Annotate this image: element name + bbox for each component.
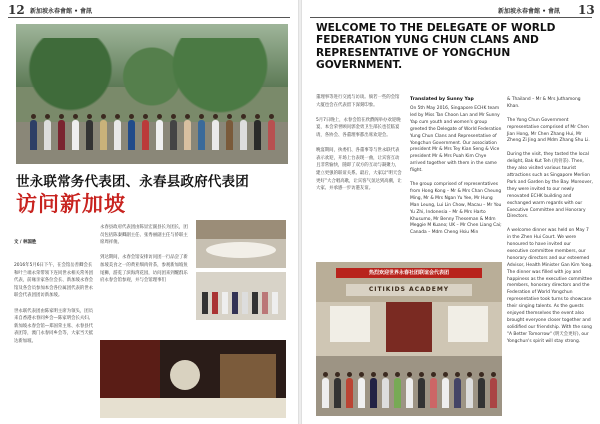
left-page: [0, 0, 298, 424]
byline: 文 / 林国胜: [14, 240, 37, 246]
page-number: 13: [578, 3, 595, 17]
banquet-photo: [196, 220, 286, 268]
page-header: 新加坡永春會館 • 會訊: [498, 8, 561, 15]
building-group-photo: [316, 262, 502, 416]
chinese-column: 董理事等进行交流与访谈。倘若一些的会馆大厦也会在代表留下深刻印象。 5月7日晚上，永春会馆在欣爵阁举办欢迎晚宴，本会荣誉顾问郭金勇卫生部长也莅临宴请，各协会、各董理事都出席欢迎会。 晚宴期间，执委们、各董事等与世永联代表表示欢迎，开场上台表现一曲，让宾客互动且非常愉快，随即了双方的互动与凝聚力，建立更强的联谊关系。最后，大家以“明天会更好”大合唱高歌，让宾客气氛达到高潮，让大家、并承感一步访港友谊。: [316, 95, 402, 192]
chinese-headline-red: 访问新加坡: [16, 191, 126, 216]
translator-credit: Translated by Sunny Yap: [410, 97, 474, 102]
english-column-2: & Thailand – Mr & Mrs Juthamong Khan. The Yong Chun Government representative comprised of Mr Chen Jian Hong, Mr Chen Zhang Hui, Mr Zheng Zi Jing and Mdm Zhang Shu Li. During the visit, they tasted the local delight, Bak Kut Teh (肉骨茶). Then, they also visited various tourist attractions such as Singapore Merlion Park and Garden by the Bay. Moreover, they were invited to our newly renovated ECHK building and exchanged warm regards with our Executive Committee and Honorary Directors. A welcome dinner was held on May 7 in the Zhen Hui Court. We were honoured to have invited our executive committee members, our honorary directors and our esteemed Advisor, Health Minister Gan Kim Yong. The dinner was filled with joy and happiness as the executive committee members, honorary directors and the Federation of World Yongchun representative took turns to showcase their singing talents. As the guests enjoyed themselves the event also brought everyone closer together and solidified our friendship. With the song "A Better Tomorrow" (明天会更好), our Yongchun's spirit will stay strong.: [507, 97, 593, 344]
column-text: 2016年5月6日下午，在会馆岳善卿会长和叶兰端永荣带领下连同世永相关常务团代表，前缘亲家各位会长、新加坡永春会馆及各会员参加本会各位属团代表的世永联会代表团团访新加坡。 世永联代表团由陈家明主席为领头，团员来自香港永春同乡会—陈家明会长夫妇、新加坡永春会馆—郑国荣主席、永春县代表团等，澳门永春同乡会等，大家当天抵达新加坡。: [14, 262, 94, 344]
header-rule: [8, 17, 290, 18]
page-number: 12: [8, 3, 25, 17]
chinese-headline: 世永联常务代表团、永春县政府代表团: [16, 174, 249, 190]
academy-sign: CITIKIDS ACADEMY: [346, 284, 472, 296]
article-column-2: 永春县政府代表团由陈显宏副县长为团长，团员包括陈秦卿副主任、张秀丽副主任与侨联主席周祥俊。 到达期间，永春会馆安排访问团一行品尝了新加坡美食之一的黄亚细肉骨茶，参观新加坡鱼尾狮，游览了滨海湾花园，访问团来到醒群乐府永春会馆参观，并与会馆理事们: [100, 225, 188, 284]
right-page: [302, 0, 600, 424]
english-headline: WELCOME TO THE DELEGATE OF WORLD FEDERATION YUNG CHUN CLANS AND REPRESENTATIVE OF YONGCHUN GOVERNMENT.: [316, 22, 556, 72]
dinner-stage-photo: [100, 340, 286, 418]
header-rule: [310, 17, 592, 18]
welcome-banner: 热烈欢迎世界永春社团联谊会代表团: [336, 268, 482, 278]
page-header: 新加坡永春會館 • 會訊: [30, 8, 93, 15]
article-column-1: [14, 224, 94, 414]
english-column-1: On 5th May 2016, Singapore ECHK team led by Miss Tan Choon Lan and Mr Sunny Yap cum youth and women's group greeted the Delegate of World Federation Yung Chun Clans and Representative of Yongchun Government. Our association president Mr & Mrs Tey Kian Seng & Vice president Mr & Mrs Puah Kim Chye arrived together with them in the same flight. The group comprised of representatives from Hong Kong – Mr & Mrs Chan Cheung Ming, Mr & Mrs Ngan Yu Yee, Mr Hung Man Leung, Lui Lin Chow, Macau – Mr You Yu Zhi, Indonesia – Mr & Mrs Harto Khusumo, Mr Benny Theseman & Mdm Meggie M Kuano; UK – Mr Chen Liang Cai; Canada – Mdm Cheng Hsiu Min: [410, 106, 502, 236]
group-photo: [16, 24, 288, 164]
visit-photo: [196, 272, 286, 320]
